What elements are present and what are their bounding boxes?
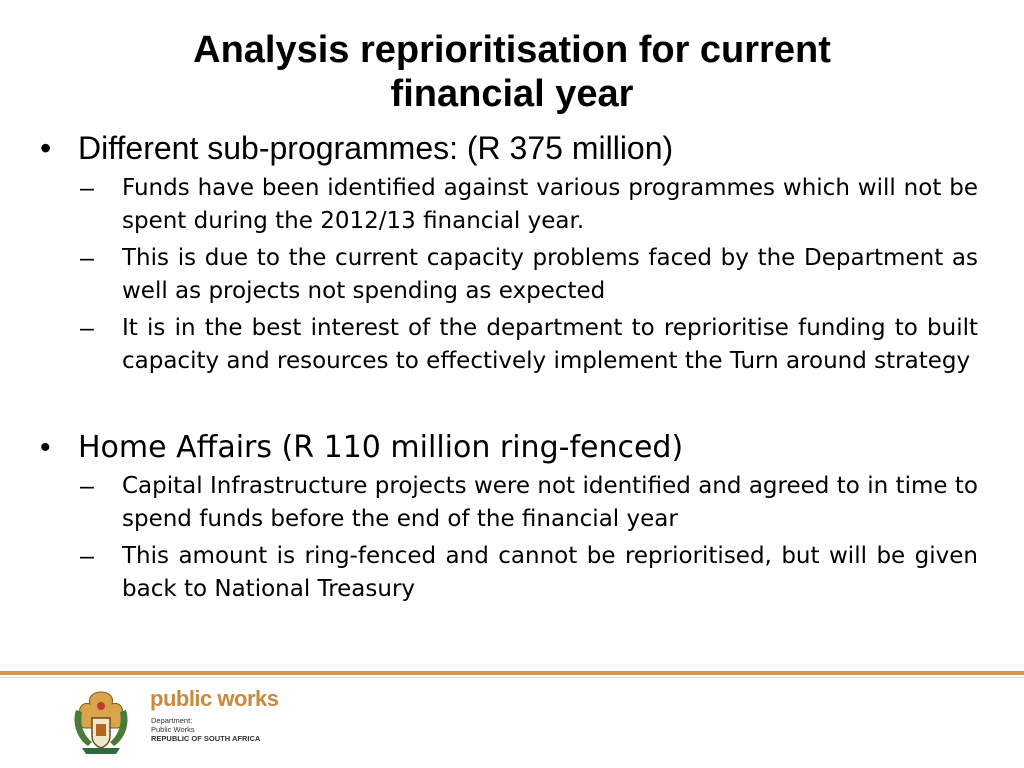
department-line-2: Public Works [151,725,195,734]
slide-content [40,126,978,606]
department-line-1: Department: [151,716,193,725]
department-line-3: REPUBLIC OF SOUTH AFRICA [151,734,261,743]
sub-bullet-text: This is due to the current capacity problems faced by the Department as well as projects not spending as expected [122,245,978,304]
footer-divider [0,671,1024,675]
sub-bullet-marker: – [80,244,94,272]
sub-bullet-marker: – [80,174,94,202]
slide-title-line-1: Analysis reprioritisation for current [193,29,831,71]
sub-bullet [80,540,978,606]
bullet-home-affairs [40,428,978,468]
sub-bullet-marker: – [80,314,94,342]
sub-bullet [80,242,978,308]
brand-wordmark: public works [150,686,279,711]
slide-title [60,28,964,116]
bullet-heading: Home Affairs (R 110 million ring-fenced) [78,430,684,465]
bullet-marker: • [40,130,52,166]
slide-title-line-2: financial year [390,73,634,115]
department-label [151,716,260,743]
sub-bullet-text: It is in the best interest of the department to reprioritise funding to built capacity and resources to effectively implement the Turn around strategy [122,315,978,374]
footer-divider-light [0,677,1024,678]
sub-bullet-marker: – [80,472,94,500]
bullet-heading: Different sub-programmes: (R 375 million) [78,130,674,166]
bullet-sub-programmes [40,126,978,170]
bullet-marker: • [40,431,51,464]
sub-bullet-text: Funds have been identified against various programmes which will not be spent during the 2012/13 financial year. [122,175,978,234]
sub-bullet-text: Capital Infrastructure projects were not identified and agreed to in time to spend funds before the end of the financial year [122,473,978,532]
coat-of-arms-icon [70,688,132,756]
sub-bullet [80,470,978,536]
sub-bullet-marker: – [80,542,94,570]
sub-bullet [80,172,978,238]
sub-bullet-text: This amount is ring-fenced and cannot be reprioritised, but will be given back to National Treasury [122,543,978,602]
sub-bullet [80,312,978,378]
